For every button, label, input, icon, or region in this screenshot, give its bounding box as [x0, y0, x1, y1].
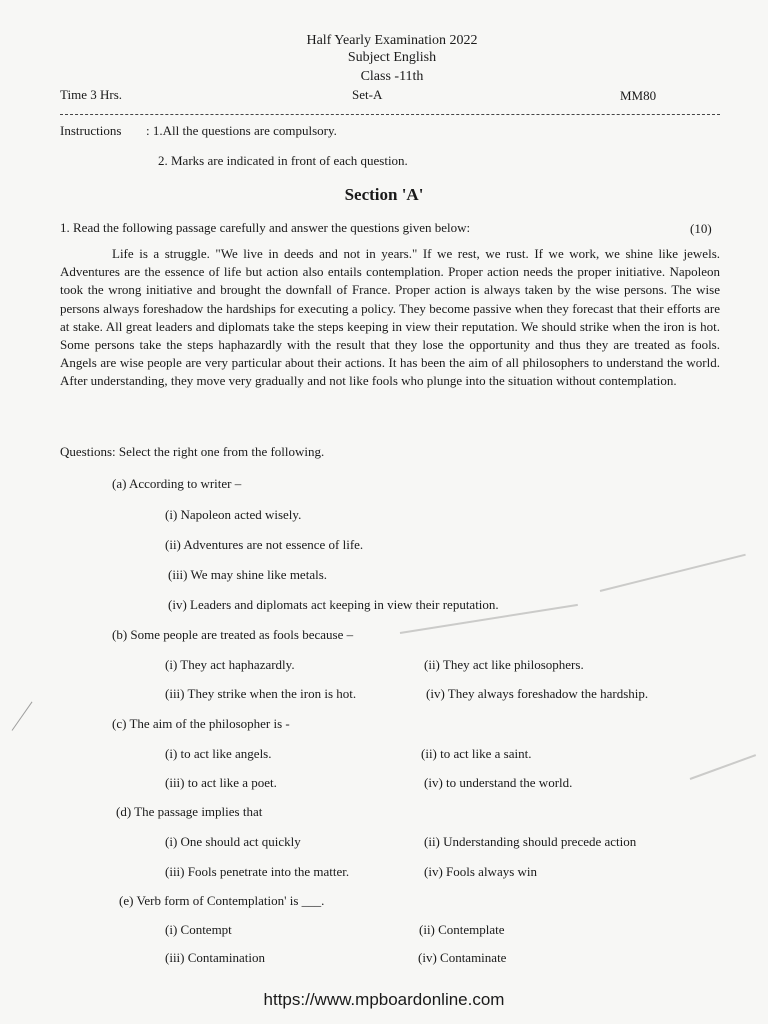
question-b-option-4: (iv) They always foreshadow the hardship.: [426, 686, 649, 701]
question-b-stem: (b) Some people are treated as fools because –: [112, 627, 354, 642]
question-1-marks: (10): [690, 221, 712, 236]
question-c-option-2: (ii) to act like a saint.: [421, 746, 532, 761]
question-1-text: 1. Read the following passage carefully and answer the questions given below:: [60, 220, 471, 235]
question-d-stem: (d) The passage implies that: [116, 804, 263, 819]
question-a-stem: (a) According to writer –: [112, 476, 242, 491]
question-d-option-1: (i) One should act quickly: [165, 834, 301, 849]
question-c-option-3: (iii) to act like a poet.: [165, 775, 277, 790]
question-e-stem: (e) Verb form of Contemplation' is ___.: [119, 893, 325, 908]
section-title: Section 'A': [344, 185, 424, 204]
instructions-label: Instructions: [60, 123, 122, 138]
question-e-option-4: (iv) Contaminate: [418, 950, 507, 965]
question-e-option-3: (iii) Contamination: [165, 950, 266, 965]
pen-mark: [12, 702, 33, 731]
reading-passage: [60, 245, 720, 391]
question-e-option-1: (i) Contempt: [165, 922, 232, 937]
instruction-1: : 1.All the questions are compulsory.: [146, 123, 337, 138]
question-c-option-4: (iv) to understand the world.: [424, 775, 573, 790]
question-a-option-3: (iii) We may shine like metals.: [168, 567, 328, 582]
exam-title: Half Yearly Examination 2022: [306, 33, 478, 48]
header-divider: [60, 114, 720, 115]
questions-intro: Questions: Select the right one from the following.: [60, 444, 325, 459]
class-line: Class -11th: [360, 69, 424, 84]
question-a-option-1: (i) Napoleon acted wisely.: [165, 507, 302, 522]
max-marks: MM80: [620, 88, 657, 103]
question-b-option-3: (iii) They strike when the iron is hot.: [165, 686, 357, 701]
question-c-stem: (c) The aim of the philosopher is -: [112, 716, 290, 731]
question-d-option-4: (iv) Fools always win: [424, 864, 538, 879]
time-allowed: Time 3 Hrs.: [60, 87, 123, 102]
question-a-option-2: (ii) Adventures are not essence of life.: [165, 537, 364, 552]
subject-line: Subject English: [347, 50, 437, 65]
question-e-option-2: (ii) Contemplate: [419, 922, 505, 937]
source-url[interactable]: https://www.mpboardonline.com: [263, 990, 505, 1009]
question-c-option-1: (i) to act like angels.: [165, 746, 272, 761]
question-d-option-3: (iii) Fools penetrate into the matter.: [165, 864, 350, 879]
question-b-option-1: (i) They act haphazardly.: [165, 657, 295, 672]
question-a-option-4: (iv) Leaders and diplomats act keeping in view their reputation.: [168, 597, 499, 612]
passage-text: Life is a struggle. "We live in deeds and not in years." If we rest, we rust. If we work, we shine like jewels. Adventures are the essence of life but action also entails contemplation. Proper action needs the proper initiative. Napoleon took the wrong initiative and brought the downfall of France. Proper action is always taken by the wise persons. The wise persons always foreshadow the hardships for executing a policy. They become passive when they forecast that their efforts are at stake. All great leaders and diplomats take the steps keeping in view their reputation. We should strike when the iron is hot. Some persons take the steps haphazardly with the result that they lose the opportunity and thus they are treated as fools. Angels are wise people are very particular about their actions. It has been the aim of all philosophers to understand the world. After understanding, they move very gradually and not like fools who plunge into the situation without contemplation.: [60, 246, 720, 389]
scan-smudge: [690, 754, 756, 780]
scan-smudge: [600, 554, 746, 592]
set-label: Set-A: [352, 87, 383, 102]
question-b-option-2: (ii) They act like philosophers.: [424, 657, 584, 672]
question-d-option-2: (ii) Understanding should precede action: [424, 834, 637, 849]
instruction-2: 2. Marks are indicated in front of each question.: [158, 153, 408, 168]
